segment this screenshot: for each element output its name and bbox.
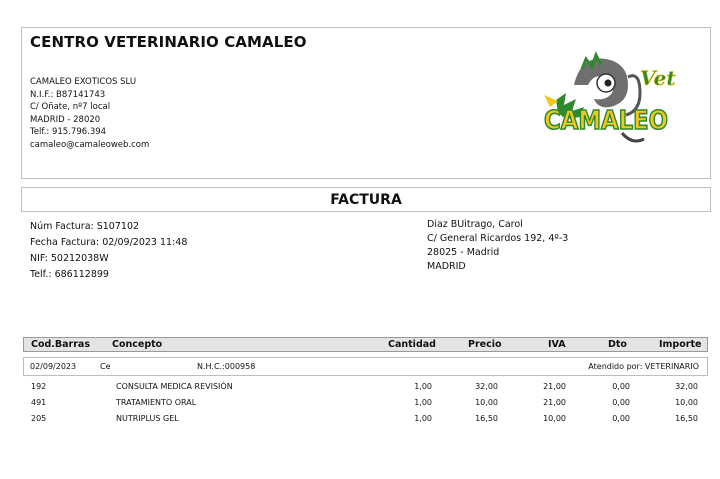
row-quantity: 1,00	[414, 382, 432, 391]
header-quantity: Cantidad	[388, 339, 436, 350]
invoice-date: Fecha Factura: 02/09/2023 11:48	[30, 237, 188, 248]
row-price: 10,00	[475, 398, 498, 407]
company-legal-name: CAMALEO EXOTICOS SLU	[30, 77, 137, 87]
client-address: C/ General Ricardos 192, 4º-3	[427, 233, 569, 244]
client-details	[427, 218, 568, 274]
row-concept: NUTRIPLUS GEL	[116, 414, 179, 423]
visit-attended-by: Atendido por: VETERINARIO	[588, 362, 699, 371]
row-price: 32,00	[475, 382, 498, 391]
visit-date: 02/09/2023	[30, 362, 77, 371]
company-city: MADRID - 28020	[30, 114, 101, 125]
row-quantity: 1,00	[414, 414, 432, 423]
row-discount: 0,00	[612, 414, 630, 423]
row-concept: CONSULTA MEDICA REVISIÓN	[116, 382, 233, 391]
invoice-nif: NIF: 50212038W	[30, 253, 109, 264]
row-amount: 16,50	[675, 414, 698, 423]
header-discount: Dto	[608, 339, 627, 350]
logo-camaleo-text: CAMALEO	[544, 106, 668, 136]
client-postal: 28025 - Madrid	[427, 247, 500, 258]
company-name: CENTRO VETERINARIO CAMALEO	[30, 33, 307, 51]
header-price: Precio	[468, 339, 502, 350]
header-code: Cod.Barras	[31, 339, 90, 350]
company-email: camaleo@camaleoweb.com	[30, 139, 150, 150]
camaleo-vet-logo	[536, 45, 676, 157]
row-vat: 10,00	[543, 414, 566, 423]
row-vat: 21,00	[543, 382, 566, 391]
row-price: 16,50	[475, 414, 498, 423]
row-code: 192	[31, 382, 47, 391]
logo-vet-text: Vet	[640, 66, 676, 90]
row-quantity: 1,00	[414, 398, 432, 407]
invoice-details	[30, 219, 187, 283]
client-name: Diaz BUitrago, Carol	[427, 219, 523, 230]
visit-nhc: N.H.C.:000958	[197, 362, 256, 371]
document-title: FACTURA	[330, 192, 402, 208]
invoice-phone: Telf.: 686112899	[30, 269, 109, 280]
company-details	[30, 76, 149, 151]
row-amount: 32,00	[675, 382, 698, 391]
company-address: C/ Oñate, nº7 local	[30, 102, 111, 112]
invoice-number: Núm Factura: S107102	[30, 221, 140, 232]
row-concept: TRATAMIENTO ORAL	[116, 398, 197, 407]
client-province: MADRID	[427, 261, 466, 272]
row-code: 205	[31, 414, 47, 423]
row-discount: 0,00	[612, 398, 630, 407]
visit-type: Ce	[100, 362, 111, 371]
row-code: 491	[31, 398, 47, 407]
company-phone: Telf.: 915.796.394	[30, 127, 107, 137]
header-amount: Importe	[659, 339, 702, 350]
header-vat: IVA	[548, 339, 566, 350]
row-amount: 10,00	[675, 398, 698, 407]
row-discount: 0,00	[612, 382, 630, 391]
row-vat: 21,00	[543, 398, 566, 407]
header-concept: Concepto	[112, 339, 163, 350]
company-nif: N.I.F.: B87141743	[30, 89, 106, 100]
